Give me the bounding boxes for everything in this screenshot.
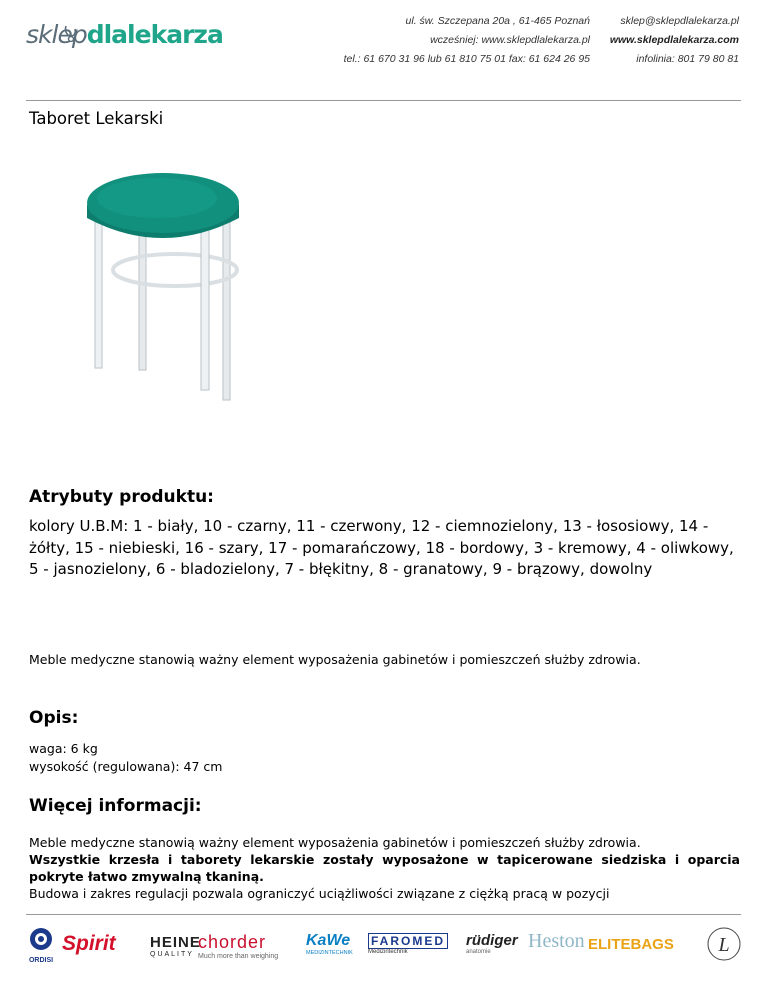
brand-logo-heine[interactable]: [150, 934, 201, 958]
attributes-colors: kolory U.B.M: 1 - biały, 10 - czarny, 11 - czerwony, 12 - ciemnozielony, 13 - łososiowy, 14 - żółty, 15 - niebieski, 16 - szary, 17 - pomarańczowy, 18 - bordowy, 3 - kremowy, 4 - oliwkowy, 5 - jasnozielony, 6 - bladozielony, 7 - błękitny, 8 - granatowy, 9 - brązowy, dowolny: [29, 517, 734, 578]
attributes-heading: Atrybuty produktu:: [29, 487, 214, 507]
brand-logo-faromed[interactable]: [368, 933, 448, 955]
more-info-line-bold: Wszystkie krzesła i taborety lekarskie zostały wyposażone w tapicerowane siedziska i oparcia pokryte łatwo zmywalną tkaniną.: [29, 852, 740, 884]
brand-logo-heston[interactable]: Heston: [528, 930, 585, 952]
littmann-seal-icon: [706, 926, 742, 962]
faromed-label: FAROMED: [368, 933, 448, 949]
heine-label: HEINE: [150, 934, 201, 951]
brand-logo-kawe[interactable]: [306, 932, 353, 956]
brand-logo-ordisi[interactable]: [26, 926, 56, 964]
heine-sub: QUALITY: [150, 951, 194, 958]
more-info-line-3: Budowa i zakres regulacji pozwala ograniczyć uciążliwości związane z ciężką pracą w pozycji: [29, 886, 610, 901]
rudiger-sub: anatomie: [466, 949, 491, 955]
logo-part-lekarza: lekarza: [127, 20, 223, 49]
littmann-letter: L: [718, 934, 730, 956]
brand-logo-elitebags[interactable]: ELITEBAGS: [588, 936, 674, 953]
infolinia: infolinia: 801 79 80 81: [636, 53, 739, 65]
website-link[interactable]: www.sklepdlalekarza.com: [609, 34, 739, 46]
footer-divider: [26, 914, 741, 915]
brand-logo-spirit[interactable]: Spirit: [62, 932, 116, 955]
ordisi-label: ORDISI: [28, 957, 54, 964]
header-divider: [26, 100, 741, 101]
stethoscope-icon: [62, 24, 80, 42]
contact-online-block: [610, 12, 739, 69]
logo-part-dla: dla: [86, 20, 128, 49]
product-title: Taboret Lekarski: [29, 109, 164, 128]
spec-height: wysokość (regulowana): 47 cm: [29, 759, 223, 774]
more-info-line-1: Meble medyczne stanowią ważny element wyposażenia gabinetów i pomieszczeń służby zdrowia.: [29, 835, 641, 850]
rudiger-label: rüdiger: [466, 932, 518, 949]
chorder-label: chorder: [198, 932, 267, 952]
store-logo[interactable]: [26, 20, 223, 60]
description-heading: Opis:: [29, 708, 79, 728]
logo-part-sklep: sklep: [26, 20, 87, 49]
spec-weight: waga: 6 kg: [29, 741, 98, 756]
ordisi-emblem-icon: [28, 926, 54, 952]
intro-text: Meble medyczne stanowią ważny element wyposażenia gabinetów i pomieszczeń służby zdrowia.: [29, 652, 641, 667]
kawe-label: KaWe: [306, 932, 351, 949]
phones: tel.: 61 670 31 96 lub 61 810 75 01 fax: 61 624 26 95: [343, 53, 590, 65]
brand-logo-littmann[interactable]: [706, 926, 742, 967]
chorder-sub: Much more than weighing: [198, 953, 279, 960]
product-image-stool: [57, 140, 257, 410]
more-info-heading: Więcej informacji:: [29, 796, 202, 816]
kawe-sub: MEDIZINTECHNIK: [306, 950, 353, 956]
page-header: [0, 0, 768, 100]
brand-logo-rudiger[interactable]: [466, 932, 518, 955]
more-info-text: [29, 834, 740, 902]
brand-logos: [22, 924, 748, 969]
address: ul. św. Szczepana 20a , 61-465 Poznań: [405, 15, 590, 27]
contact-address-block: [344, 12, 590, 69]
previous-site[interactable]: wcześniej: www.sklepdlalekarza.pl: [430, 34, 590, 46]
brand-logo-chorder[interactable]: [198, 932, 278, 960]
faromed-sub: Medizintechnik: [368, 949, 408, 955]
email-link[interactable]: sklep@sklepdlalekarza.pl: [620, 15, 739, 27]
